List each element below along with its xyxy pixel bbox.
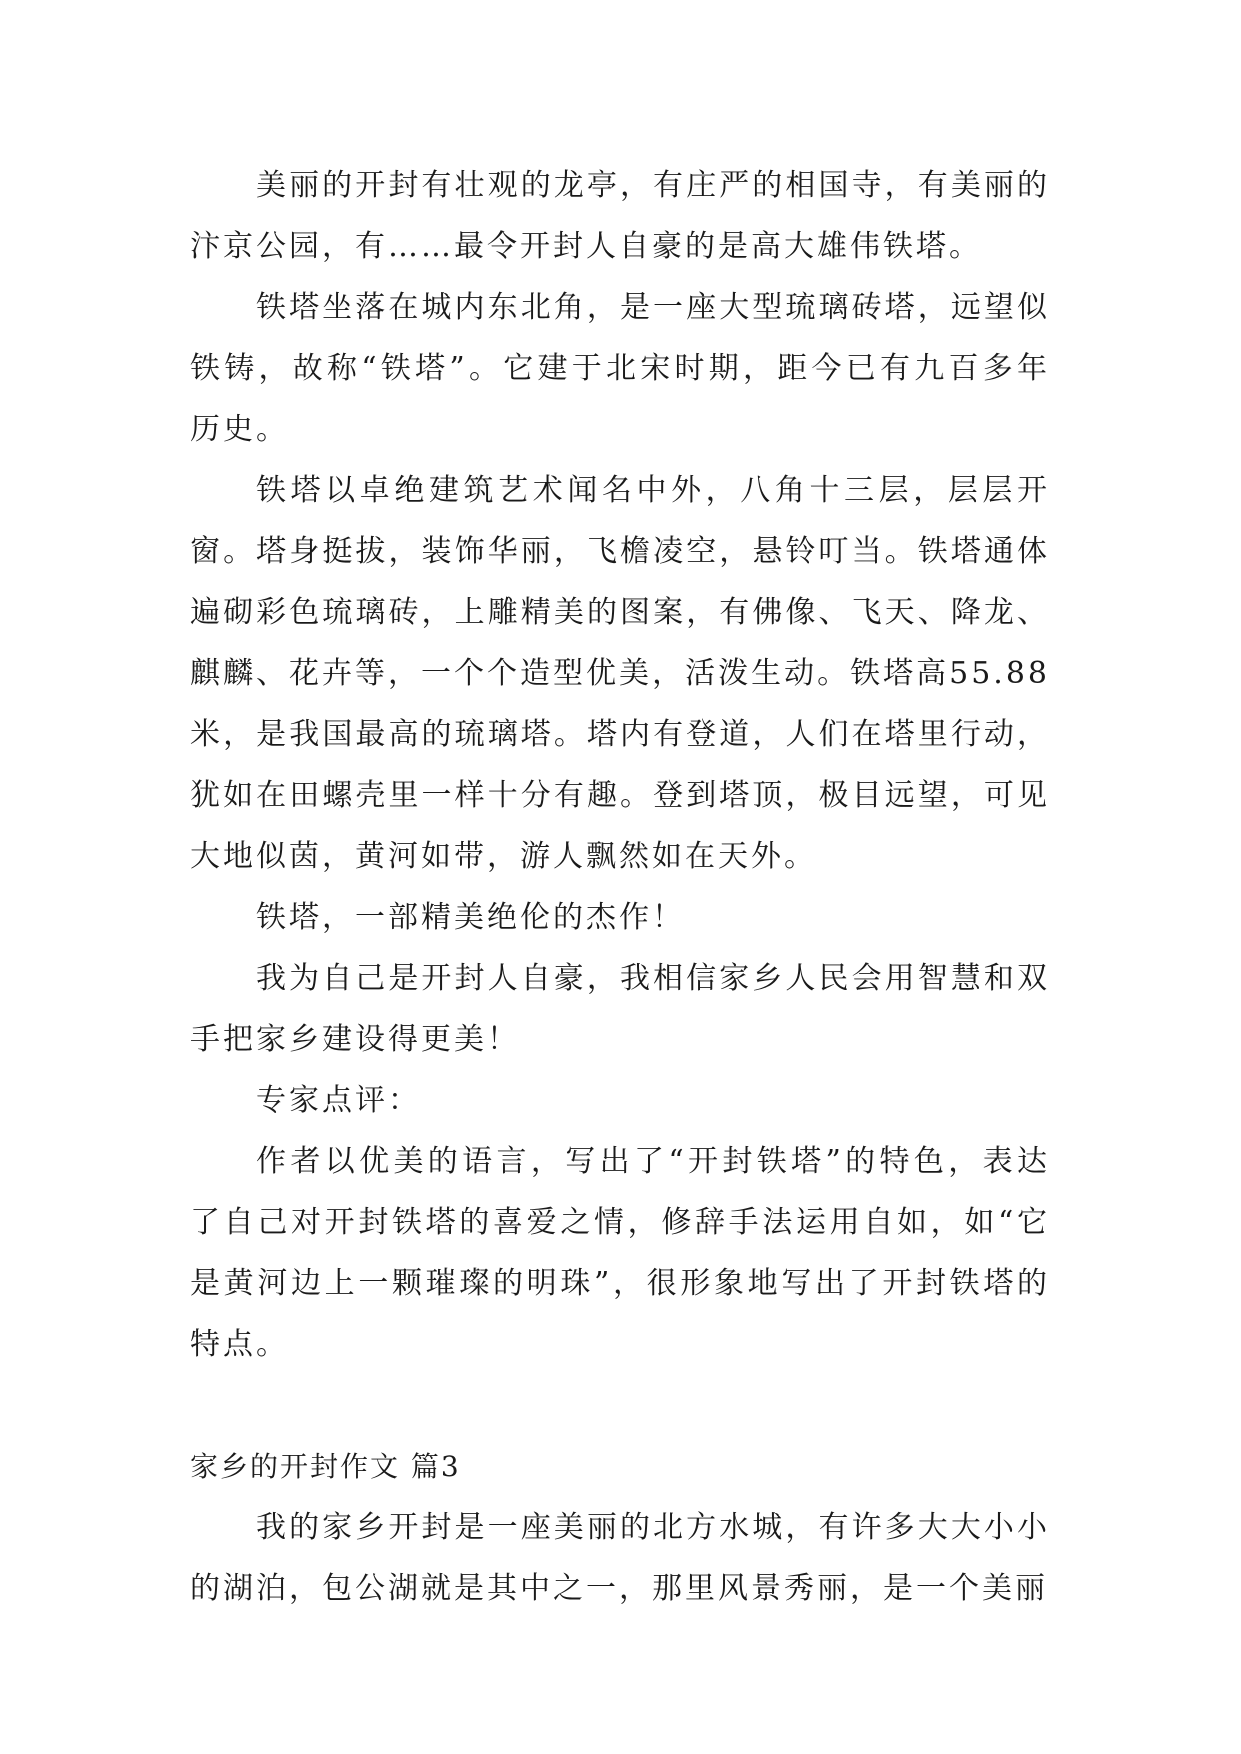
paragraph-comment-body: 作者以优美的语言，写出了“开封铁塔”的特色，表达了自己对开封铁塔的喜爱之情，修辞手法运用自如，如“它是黄河边上一颗璀璨的明珠”，很形象地写出了开封铁塔的特点。 <box>190 1144 1050 1362</box>
paragraph-location: 铁塔坐落在城内东北角，是一座大型琉璃砖塔，远望似铁铸，故称“铁塔”。它建于北宋时期，距今已有九百多年历史。 <box>190 290 1050 447</box>
section-title: 家乡的开封作文 篇3 <box>190 1450 461 1483</box>
paragraph-masterpiece: 铁塔，一部精美绝伦的杰作！ <box>256 900 685 935</box>
paragraph-intro: 美丽的开封有壮观的龙亭，有庄严的相国寺，有美丽的汴京公园，有……最令开封人自豪的是高大雄伟铁塔。 <box>190 168 1050 264</box>
paragraph-comment-heading: 专家点评： <box>256 1083 421 1118</box>
paragraph-pride: 我为自己是开封人自豪，我相信家乡人民会用智慧和双手把家乡建设得更美！ <box>190 961 1050 1057</box>
document-page <box>190 155 1050 1619</box>
paragraph-architecture: 铁塔以卓绝建筑艺术闻名中外，八角十三层，层层开窗。塔身挺拔，装饰华丽，飞檐凌空，悬铃叮当。铁塔通体遍砌彩色琉璃砖，上雕精美的图案，有佛像、飞天、降龙、麒麟、花卉等，一个个造型优美，活泼生动。铁塔高55.88米，是我国最高的琉璃塔。塔内有登道，人们在塔里行动，犹如在田螺壳里一样十分有趣。登到塔顶，极目远望，可见大地似茵，黄河如带，游人飘然如在天外。 <box>190 473 1050 874</box>
paragraph-section-first: 我的家乡开封是一座美丽的北方水城，有许多大大小小的湖泊，包公湖就是其中之一，那里风景秀丽，是一个美丽 <box>190 1510 1050 1606</box>
